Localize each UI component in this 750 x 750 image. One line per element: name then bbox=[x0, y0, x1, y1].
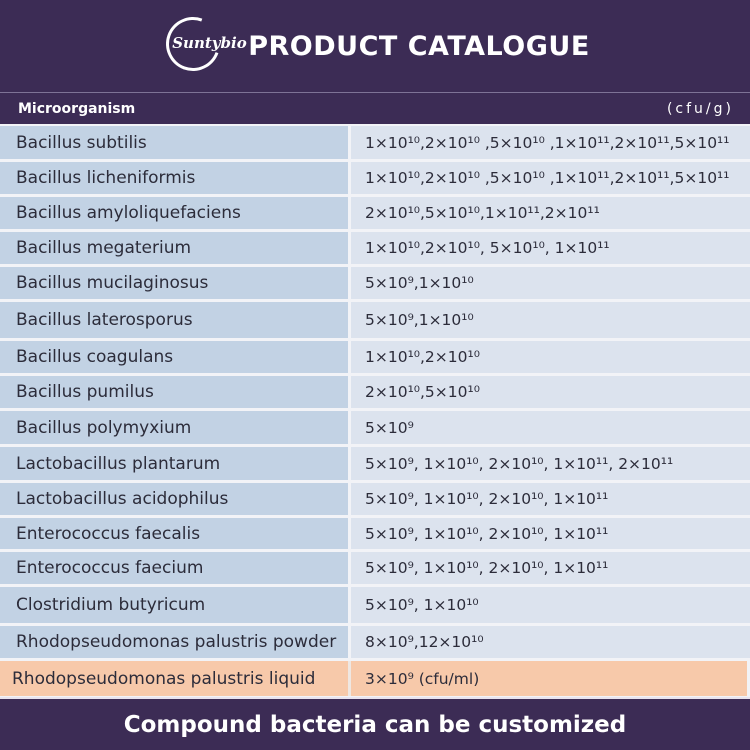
logo-text: Suntybio bbox=[172, 34, 247, 52]
table-row bbox=[0, 587, 750, 623]
cfu-value: 5×10⁹,1×10¹⁰ bbox=[351, 267, 750, 299]
table-header bbox=[0, 92, 750, 124]
table-row bbox=[0, 341, 750, 373]
microorganism-name: Enterococcus faecium bbox=[0, 552, 348, 584]
microorganism-name: Bacillus amyloliquefaciens bbox=[0, 197, 348, 229]
page-title: PRODUCT CATALOGUE bbox=[248, 30, 590, 62]
header-banner bbox=[0, 0, 750, 92]
microorganism-name: Bacillus licheniformis bbox=[0, 162, 348, 194]
cfu-value: 1×10¹⁰,2×10¹⁰, 5×10¹⁰, 1×10¹¹ bbox=[351, 232, 750, 264]
microorganism-name: Enterococcus faecalis bbox=[0, 518, 348, 549]
microorganism-name: Rhodopseudomonas palustris powder bbox=[0, 626, 348, 658]
microorganism-name: Bacillus megaterium bbox=[0, 232, 348, 264]
cfu-value: 2×10¹⁰,5×10¹⁰ bbox=[351, 376, 750, 408]
table-row bbox=[0, 162, 750, 194]
microorganism-name: Bacillus laterosporus bbox=[0, 302, 348, 338]
footer-text: Compound bacteria can be customized bbox=[123, 711, 627, 738]
brand bbox=[160, 15, 590, 77]
suntybio-logo bbox=[160, 15, 247, 77]
microorganism-name: Bacillus subtilis bbox=[0, 126, 348, 159]
table-row bbox=[0, 552, 750, 584]
microorganism-name: Bacillus coagulans bbox=[0, 341, 348, 373]
cfu-value: 5×10⁹, 1×10¹⁰, 2×10¹⁰, 1×10¹¹ bbox=[351, 552, 750, 584]
microorganism-name: Bacillus polymyxium bbox=[0, 411, 348, 444]
microorganism-name: Bacillus mucilaginosus bbox=[0, 267, 348, 299]
cfu-value: 1×10¹⁰,2×10¹⁰ ,5×10¹⁰ ,1×10¹¹,2×10¹¹,5×10¹¹ bbox=[351, 126, 750, 159]
microorganism-name: Lactobacillus plantarum bbox=[0, 447, 348, 480]
table-row bbox=[0, 376, 750, 408]
table-row bbox=[0, 626, 750, 658]
cfu-value: 1×10¹⁰,2×10¹⁰ ,5×10¹⁰ ,1×10¹¹,2×10¹¹,5×10¹¹ bbox=[351, 162, 750, 194]
cfu-value: 2×10¹⁰,5×10¹⁰,1×10¹¹,2×10¹¹ bbox=[351, 197, 750, 229]
cfu-value: 3×10⁹ (cfu/ml) bbox=[348, 661, 747, 696]
table-row bbox=[0, 447, 750, 480]
table-row bbox=[0, 232, 750, 264]
microorganism-name: Clostridium butyricum bbox=[0, 587, 348, 623]
table-row bbox=[0, 126, 750, 159]
cfu-value: 5×10⁹, 1×10¹⁰ bbox=[351, 587, 750, 623]
cfu-value: 5×10⁹, 1×10¹⁰, 2×10¹⁰, 1×10¹¹, 2×10¹¹ bbox=[351, 447, 750, 480]
table-row bbox=[0, 197, 750, 229]
microorganism-name: Lactobacillus acidophilus bbox=[0, 483, 348, 515]
cfu-value: 5×10⁹, 1×10¹⁰, 2×10¹⁰, 1×10¹¹ bbox=[351, 483, 750, 515]
cfu-value: 1×10¹⁰,2×10¹⁰ bbox=[351, 341, 750, 373]
cfu-value: 5×10⁹,1×10¹⁰ bbox=[351, 302, 750, 338]
column-header-unit: (cfu/g) bbox=[666, 100, 734, 117]
table-row bbox=[0, 302, 750, 338]
cfu-value: 8×10⁹,12×10¹⁰ bbox=[351, 626, 750, 658]
cfu-value: 5×10⁹ bbox=[351, 411, 750, 444]
microorganism-name: Rhodopseudomonas palustris liquid bbox=[0, 661, 348, 696]
cfu-value: 5×10⁹, 1×10¹⁰, 2×10¹⁰, 1×10¹¹ bbox=[351, 518, 750, 549]
table-row bbox=[0, 518, 750, 549]
microorganism-name: Bacillus pumilus bbox=[0, 376, 348, 408]
table-row bbox=[0, 411, 750, 444]
table-row bbox=[0, 267, 750, 299]
column-header-microorganism: Microorganism bbox=[18, 100, 136, 117]
table-row bbox=[0, 483, 750, 515]
footer-banner bbox=[0, 697, 750, 750]
table-row-highlighted bbox=[0, 661, 750, 696]
